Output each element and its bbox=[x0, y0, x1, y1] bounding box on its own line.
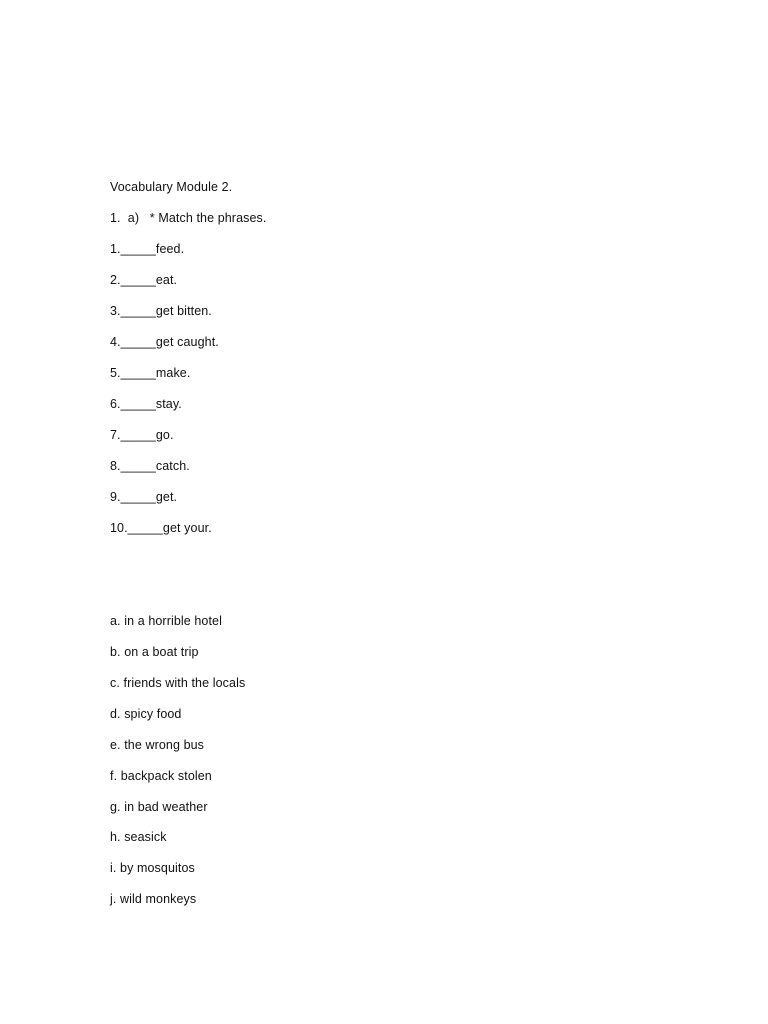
verb-item: 7._____go. bbox=[110, 428, 174, 442]
phrase-item: g. in bad weather bbox=[110, 800, 208, 814]
verb-item: 1._____feed. bbox=[110, 242, 185, 256]
phrase-item: b. on a boat trip bbox=[110, 645, 199, 659]
phrase-item: f. backpack stolen bbox=[110, 769, 212, 783]
phrase-item: i. by mosquitos bbox=[110, 861, 195, 875]
verb-item: 4._____get caught. bbox=[110, 335, 219, 349]
exercise-instruction: 1. a) * Match the phrases. bbox=[110, 211, 267, 225]
phrase-item: j. wild monkeys bbox=[110, 892, 197, 906]
verb-item: 5._____make. bbox=[110, 366, 191, 380]
verb-item: 9._____get. bbox=[110, 490, 178, 504]
phrase-item: h. seasick bbox=[110, 830, 167, 844]
worksheet-title: Vocabulary Module 2. bbox=[110, 180, 233, 194]
phrase-item: d. spicy food bbox=[110, 707, 182, 721]
phrase-item: a. in a horrible hotel bbox=[110, 614, 222, 628]
phrase-item: c. friends with the locals bbox=[110, 676, 246, 690]
verb-item: 8._____catch. bbox=[110, 459, 190, 473]
verb-item: 6._____stay. bbox=[110, 397, 182, 411]
phrase-item: e. the wrong bus bbox=[110, 738, 205, 752]
verb-item: 3._____get bitten. bbox=[110, 304, 212, 318]
verb-item: 10._____get your. bbox=[110, 521, 212, 535]
verb-item: 2._____eat. bbox=[110, 273, 178, 287]
